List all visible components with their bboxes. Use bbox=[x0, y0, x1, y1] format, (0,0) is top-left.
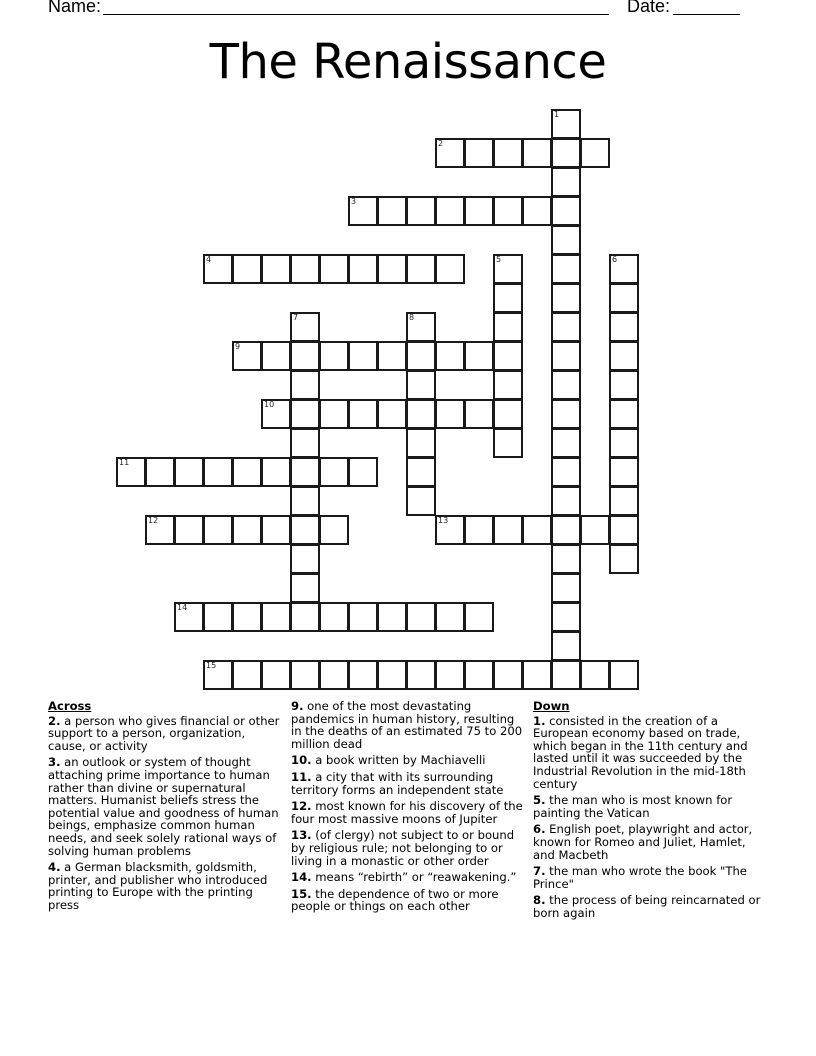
clue-number: 9 bbox=[235, 342, 241, 351]
grid-cell[interactable] bbox=[174, 515, 204, 545]
grid-cell[interactable] bbox=[261, 515, 291, 545]
grid-cell[interactable] bbox=[493, 283, 523, 313]
grid-cell[interactable] bbox=[493, 515, 523, 545]
grid-cell[interactable] bbox=[261, 341, 291, 371]
clue-number: 6 bbox=[612, 255, 618, 264]
grid-cell[interactable] bbox=[203, 457, 233, 487]
grid-cell[interactable] bbox=[348, 660, 378, 690]
grid-cell[interactable] bbox=[464, 196, 494, 226]
grid-cell[interactable] bbox=[406, 602, 436, 632]
clue-text: means “rebirth” or “reawakening.” bbox=[315, 870, 517, 885]
grid-cell[interactable] bbox=[464, 660, 494, 690]
grid-cell[interactable] bbox=[551, 138, 581, 168]
grid-cell[interactable] bbox=[464, 399, 494, 429]
grid-cell[interactable] bbox=[406, 428, 436, 458]
clue-number: 14. bbox=[291, 870, 312, 885]
grid-cell[interactable] bbox=[319, 341, 349, 371]
grid-cell[interactable] bbox=[435, 254, 465, 284]
grid-cell[interactable] bbox=[609, 544, 639, 574]
grid-cell[interactable] bbox=[348, 602, 378, 632]
grid-cell[interactable] bbox=[551, 109, 581, 139]
clue-number: 2. bbox=[48, 713, 61, 728]
grid-cell[interactable] bbox=[406, 370, 436, 400]
grid-cell[interactable] bbox=[551, 660, 581, 690]
grid-cell[interactable] bbox=[290, 254, 320, 284]
grid-cell[interactable] bbox=[174, 602, 204, 632]
clues-column-2 bbox=[291, 700, 527, 917]
clue-number: 1. bbox=[533, 713, 546, 728]
grid-cell[interactable] bbox=[435, 602, 465, 632]
grid-cell[interactable] bbox=[522, 138, 552, 168]
grid-cell[interactable] bbox=[493, 138, 523, 168]
grid-cell[interactable] bbox=[290, 486, 320, 516]
clue-across bbox=[291, 800, 527, 825]
grid-cell[interactable] bbox=[290, 515, 320, 545]
clue-text: the dependence of two or more people or things on each other bbox=[291, 886, 499, 914]
clue-down bbox=[533, 865, 769, 890]
grid-cell[interactable] bbox=[522, 196, 552, 226]
grid-cell[interactable] bbox=[551, 283, 581, 313]
grid-cell[interactable] bbox=[551, 602, 581, 632]
clue-number: 7. bbox=[533, 864, 546, 879]
clue-across bbox=[291, 771, 527, 796]
grid-cell[interactable] bbox=[203, 602, 233, 632]
grid-cell[interactable] bbox=[609, 486, 639, 516]
grid-cell[interactable] bbox=[406, 486, 436, 516]
clue-number: 2 bbox=[438, 139, 444, 148]
grid-cell[interactable] bbox=[319, 660, 349, 690]
grid-cell[interactable] bbox=[580, 138, 610, 168]
clue-across bbox=[291, 871, 527, 884]
grid-cell[interactable] bbox=[348, 457, 378, 487]
grid-cell[interactable] bbox=[609, 254, 639, 284]
clue-across bbox=[291, 829, 527, 867]
grid-cell[interactable] bbox=[377, 341, 407, 371]
grid-cell[interactable] bbox=[435, 515, 465, 545]
clue-across bbox=[291, 754, 527, 767]
grid-cell[interactable] bbox=[493, 660, 523, 690]
grid-cell[interactable] bbox=[464, 602, 494, 632]
grid-cell[interactable] bbox=[551, 370, 581, 400]
grid-cell[interactable] bbox=[290, 341, 320, 371]
grid-cell[interactable] bbox=[551, 486, 581, 516]
grid-cell[interactable] bbox=[232, 602, 262, 632]
clue-number: 12 bbox=[148, 516, 159, 525]
grid-cell[interactable] bbox=[493, 196, 523, 226]
clue-number: 1 bbox=[554, 110, 560, 119]
clue-number: 8 bbox=[409, 313, 415, 322]
clue-number: 14 bbox=[177, 603, 188, 612]
grid-cell[interactable] bbox=[435, 399, 465, 429]
clue-text: English poet, playwright and actor, known for Romeo and Juliet, Hamlet, and Macbeth bbox=[533, 822, 753, 862]
grid-cell[interactable] bbox=[377, 399, 407, 429]
grid-cell[interactable] bbox=[551, 341, 581, 371]
clue-number: 3 bbox=[351, 197, 357, 206]
clues-column-3 bbox=[533, 700, 769, 924]
grid-cell[interactable] bbox=[232, 515, 262, 545]
grid-cell[interactable] bbox=[435, 660, 465, 690]
grid-cell[interactable] bbox=[232, 341, 262, 371]
grid-cell[interactable] bbox=[261, 602, 291, 632]
grid-cell[interactable] bbox=[377, 254, 407, 284]
clue-number: 7 bbox=[293, 313, 299, 322]
clue-number: 13. bbox=[291, 828, 312, 843]
clue-down bbox=[533, 823, 769, 861]
grid-cell[interactable] bbox=[551, 631, 581, 661]
clue-text: the man who wrote the book "The Prince" bbox=[533, 864, 747, 891]
clue-number: 4. bbox=[48, 860, 61, 875]
clue-text: an outlook or system of thought attaching prime importance to human rather than divine or supernatural matters. Humanist beliefs stress the potential value and goodness of human beings, emphasize common human needs, and seek solely rational ways of solving human problems bbox=[48, 755, 279, 858]
grid-cell[interactable] bbox=[551, 399, 581, 429]
grid-cell[interactable] bbox=[232, 457, 262, 487]
grid-cell[interactable] bbox=[551, 312, 581, 342]
grid-cell[interactable] bbox=[580, 515, 610, 545]
grid-cell[interactable] bbox=[290, 370, 320, 400]
grid-cell[interactable] bbox=[290, 457, 320, 487]
clue-number: 15 bbox=[206, 661, 217, 670]
grid-cell[interactable] bbox=[551, 254, 581, 284]
clue-number: 5. bbox=[533, 793, 546, 808]
clue-text: the process of being reincarnated or born again bbox=[533, 893, 761, 920]
grid-cell[interactable] bbox=[406, 254, 436, 284]
grid-cell[interactable] bbox=[406, 341, 436, 371]
clue-text: a book written by Machiavelli bbox=[315, 753, 486, 768]
grid-cell[interactable] bbox=[406, 457, 436, 487]
clue-number: 15. bbox=[291, 886, 312, 901]
name-label: Name: bbox=[48, 0, 102, 16]
grid-cell[interactable] bbox=[493, 254, 523, 284]
clue-number: 4 bbox=[206, 255, 212, 264]
grid-cell[interactable] bbox=[261, 660, 291, 690]
clue-across bbox=[291, 700, 527, 750]
clue-text: the man who is most known for painting the Vatican bbox=[533, 793, 733, 820]
grid-cell[interactable] bbox=[609, 428, 639, 458]
grid-cell[interactable] bbox=[464, 515, 494, 545]
grid-cell[interactable] bbox=[493, 312, 523, 342]
grid-cell[interactable] bbox=[348, 196, 378, 226]
clue-text: a city that with its surrounding territory forms an independent state bbox=[291, 769, 504, 797]
grid-cell[interactable] bbox=[406, 399, 436, 429]
grid-cell[interactable] bbox=[551, 573, 581, 603]
clue-number: 9. bbox=[291, 699, 304, 713]
grid-cell[interactable] bbox=[522, 660, 552, 690]
clue-text: a German blacksmith, goldsmith, printer, and publisher who introduced printing to Europe with the printing press bbox=[48, 860, 268, 912]
grid-cell[interactable] bbox=[145, 457, 175, 487]
grid-cell[interactable] bbox=[290, 312, 320, 342]
grid-cell[interactable] bbox=[435, 341, 465, 371]
grid-cell[interactable] bbox=[609, 283, 639, 313]
grid-cell[interactable] bbox=[493, 428, 523, 458]
clue-number: 10. bbox=[291, 753, 312, 768]
clue-text: a person who gives financial or other support to a person, organization, cause, or activity bbox=[48, 713, 280, 753]
grid-cell[interactable] bbox=[551, 225, 581, 255]
grid-cell[interactable] bbox=[464, 138, 494, 168]
grid-cell[interactable] bbox=[551, 515, 581, 545]
grid-cell[interactable] bbox=[319, 457, 349, 487]
clues-column-1 bbox=[48, 700, 284, 916]
grid-cell[interactable] bbox=[348, 254, 378, 284]
grid-cell[interactable] bbox=[203, 254, 233, 284]
clue-number: 3. bbox=[48, 755, 61, 770]
grid-cell[interactable] bbox=[145, 515, 175, 545]
clue-number: 13 bbox=[438, 516, 449, 525]
grid-cell[interactable] bbox=[290, 573, 320, 603]
grid-cell[interactable] bbox=[319, 399, 349, 429]
grid-cell[interactable] bbox=[522, 515, 552, 545]
grid-cell[interactable] bbox=[319, 602, 349, 632]
grid-cell[interactable] bbox=[435, 196, 465, 226]
grid-cell[interactable] bbox=[290, 544, 320, 574]
grid-cell[interactable] bbox=[261, 457, 291, 487]
grid-cell[interactable] bbox=[116, 457, 146, 487]
grid-cell[interactable] bbox=[348, 341, 378, 371]
grid-cell[interactable] bbox=[609, 515, 639, 545]
clue-number: 6. bbox=[533, 822, 546, 837]
grid-cell[interactable] bbox=[551, 196, 581, 226]
grid-cell[interactable] bbox=[609, 341, 639, 371]
clue-number: 5 bbox=[496, 255, 502, 264]
clue-number: 8. bbox=[533, 893, 546, 908]
clue-number: 12. bbox=[291, 799, 312, 814]
grid-cell[interactable] bbox=[493, 370, 523, 400]
grid-cell[interactable] bbox=[232, 254, 262, 284]
grid-cell[interactable] bbox=[551, 167, 581, 197]
date-label: Date: bbox=[627, 0, 671, 16]
grid-cell[interactable] bbox=[348, 399, 378, 429]
grid-cell[interactable] bbox=[261, 254, 291, 284]
grid-cell[interactable] bbox=[493, 341, 523, 371]
grid-cell[interactable] bbox=[580, 660, 610, 690]
across-heading: Across bbox=[48, 699, 92, 713]
grid-cell[interactable] bbox=[551, 457, 581, 487]
grid-cell[interactable] bbox=[377, 660, 407, 690]
clue-number: 11 bbox=[119, 458, 130, 467]
grid-cell[interactable] bbox=[261, 399, 291, 429]
clue-down bbox=[533, 715, 769, 791]
grid-cell[interactable] bbox=[493, 399, 523, 429]
grid-cell[interactable] bbox=[609, 399, 639, 429]
grid-cell[interactable] bbox=[551, 428, 581, 458]
clue-across bbox=[48, 756, 284, 857]
grid-cell[interactable] bbox=[464, 341, 494, 371]
grid-cell[interactable] bbox=[406, 312, 436, 342]
clue-across bbox=[291, 888, 527, 913]
grid-cell[interactable] bbox=[377, 196, 407, 226]
grid-cell[interactable] bbox=[609, 370, 639, 400]
clue-down bbox=[533, 794, 769, 819]
grid-cell[interactable] bbox=[319, 515, 349, 545]
grid-cell[interactable] bbox=[406, 660, 436, 690]
clue-text: (of clergy) not subject to or bound by religious rule; not belonging to or living in a monastic or other order bbox=[291, 828, 515, 868]
grid-cell[interactable] bbox=[609, 660, 639, 690]
grid-cell[interactable] bbox=[290, 660, 320, 690]
clue-text: one of the most devastating pandemics in human history, resulting in the deaths of an estimated 75 to 200 million dead bbox=[291, 699, 523, 751]
clue-number: 11. bbox=[291, 769, 312, 784]
clue-down bbox=[533, 894, 769, 919]
grid-cell[interactable] bbox=[174, 457, 204, 487]
page-title: The Renaissance bbox=[209, 34, 607, 90]
grid-cell[interactable] bbox=[609, 457, 639, 487]
grid-cell[interactable] bbox=[290, 428, 320, 458]
grid-cell[interactable] bbox=[203, 660, 233, 690]
grid-cell[interactable] bbox=[435, 138, 465, 168]
grid-cell[interactable] bbox=[232, 660, 262, 690]
clue-text: most known for his discovery of the four most massive moons of Jupiter bbox=[291, 799, 523, 826]
grid-cell[interactable] bbox=[290, 399, 320, 429]
clue-text: consisted in the creation of a European economy based on trade, which began in the 11th century and lasted until it was succeeded by the Industrial Revolution in the mid-18th century bbox=[533, 713, 748, 791]
grid-cell[interactable] bbox=[551, 544, 581, 574]
grid-cell[interactable] bbox=[377, 602, 407, 632]
clue-number: 10 bbox=[264, 400, 275, 409]
grid-cell[interactable] bbox=[290, 602, 320, 632]
clue-across bbox=[48, 861, 284, 911]
clue-across bbox=[48, 715, 284, 753]
down-heading: Down bbox=[533, 699, 570, 713]
grid-cell[interactable] bbox=[319, 254, 349, 284]
grid-cell[interactable] bbox=[406, 196, 436, 226]
grid-cell[interactable] bbox=[609, 312, 639, 342]
grid-cell[interactable] bbox=[203, 515, 233, 545]
